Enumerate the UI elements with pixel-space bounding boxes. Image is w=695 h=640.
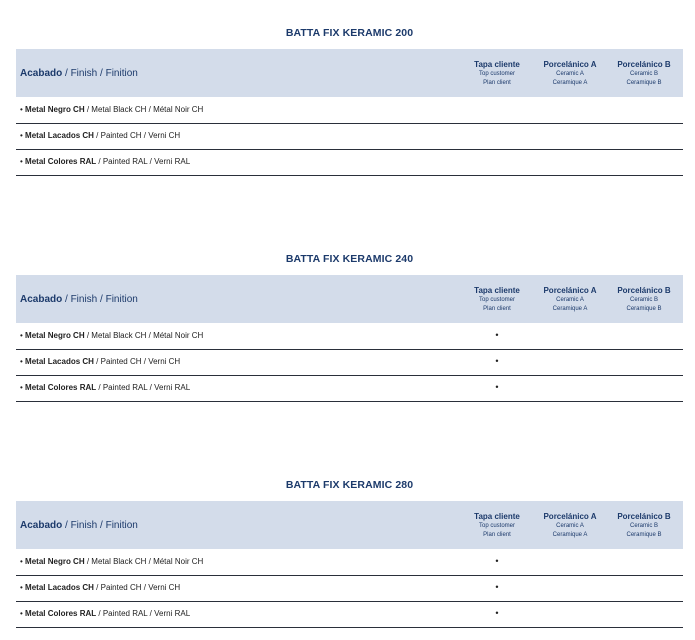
finish-name-bold: Metal Negro CH	[25, 331, 85, 340]
availability-mark: •	[495, 582, 499, 592]
finish-header-label	[20, 294, 138, 305]
column-header	[530, 286, 610, 314]
finish-label	[20, 383, 190, 392]
finish-name-rest: / Painted CH / Verni CH	[93, 583, 181, 592]
column-header-sub1: Ceramic A	[556, 523, 584, 529]
column-header-sub2: Ceramique A	[552, 532, 588, 538]
bullet: •	[20, 105, 23, 114]
finish-header-rest: / Finish / Finition	[62, 68, 138, 79]
column-header	[457, 286, 537, 314]
section-title: BATTA FIX KERAMIC 280	[285, 479, 414, 491]
column-header-main: Tapa cliente	[474, 286, 520, 295]
finish-name-rest: / Painted RAL / Verni RAL	[96, 157, 191, 166]
column-header-sub2: Plan client	[483, 532, 511, 538]
section-title: BATTA FIX KERAMIC 240	[285, 253, 414, 265]
column-header-sub1: Top customer	[478, 523, 515, 529]
bullet: •	[20, 609, 23, 618]
table-row	[16, 375, 683, 402]
column-header-sub2: Ceramique A	[552, 80, 588, 86]
column-header-sub2: Ceramique A	[552, 306, 588, 312]
table-row	[16, 323, 683, 350]
section-title: BATTA FIX KERAMIC 200	[285, 27, 414, 39]
table-row	[16, 349, 683, 376]
column-header-main: Porcelánico A	[543, 60, 597, 69]
column-header-main: Porcelánico A	[543, 512, 597, 521]
finish-name-rest: / Painted CH / Verni CH	[93, 357, 181, 366]
finish-label	[20, 105, 203, 114]
finish-name-rest: / Metal Black CH / Métal Noir CH	[84, 557, 204, 566]
finish-name-rest: / Metal Black CH / Métal Noir CH	[84, 331, 204, 340]
finish-name-rest: / Painted CH / Verni CH	[93, 131, 181, 140]
finish-name-bold: Metal Colores RAL	[25, 383, 97, 392]
availability-mark: •	[495, 556, 499, 566]
column-header-sub1: Top customer	[478, 297, 515, 303]
finish-label	[20, 583, 180, 592]
finish-name-bold: Metal Colores RAL	[25, 609, 97, 618]
bullet: •	[20, 357, 23, 366]
column-header-sub2: Plan client	[483, 306, 511, 312]
finish-name-bold: Metal Colores RAL	[25, 157, 97, 166]
finish-name-rest: / Painted RAL / Verni RAL	[96, 383, 191, 392]
bullet: •	[20, 157, 23, 166]
column-header-sub2: Ceramique B	[626, 532, 662, 538]
availability-mark: •	[495, 330, 499, 340]
column-header-sub1: Ceramic B	[629, 71, 658, 77]
finish-name-bold: Metal Negro CH	[25, 557, 85, 566]
bullet: •	[20, 131, 23, 140]
column-header	[457, 512, 537, 540]
finish-header-label	[20, 520, 138, 531]
availability-mark: •	[495, 608, 499, 618]
column-header-sub1: Ceramic B	[629, 297, 658, 303]
finish-label	[20, 131, 180, 140]
column-header	[530, 512, 610, 540]
table-header	[16, 501, 683, 549]
finish-label	[20, 609, 190, 618]
finish-name-rest: / Painted RAL / Verni RAL	[96, 609, 191, 618]
finish-header-bold: Acabado	[20, 520, 63, 531]
column-header-sub1: Ceramic B	[629, 523, 658, 529]
bullet: •	[20, 383, 23, 392]
finish-name-bold: Metal Negro CH	[25, 105, 85, 114]
finish-label	[20, 357, 180, 366]
table-row	[16, 149, 683, 176]
table-row	[16, 575, 683, 602]
table-row	[16, 601, 683, 628]
finish-name-bold: Metal Lacados CH	[25, 583, 94, 592]
column-header-sub2: Plan client	[483, 80, 511, 86]
finish-header-rest: / Finish / Finition	[62, 520, 138, 531]
column-header-sub1: Top customer	[478, 71, 515, 77]
column-header-main: Porcelánico B	[617, 286, 671, 295]
column-header-main: Porcelánico B	[617, 60, 671, 69]
column-header	[530, 60, 610, 88]
availability-mark: •	[495, 382, 499, 392]
finish-header-bold: Acabado	[20, 294, 63, 305]
bullet: •	[20, 331, 23, 340]
finish-label	[20, 157, 190, 166]
column-header-main: Porcelánico B	[617, 512, 671, 521]
table-row	[16, 123, 683, 150]
column-header	[604, 512, 684, 540]
finish-label	[20, 557, 203, 566]
column-header-main: Porcelánico A	[543, 286, 597, 295]
table-row	[16, 97, 683, 124]
finish-name-bold: Metal Lacados CH	[25, 131, 94, 140]
bullet: •	[20, 583, 23, 592]
availability-mark: •	[495, 356, 499, 366]
column-header-sub1: Ceramic A	[556, 297, 584, 303]
finish-header-rest: / Finish / Finition	[62, 294, 138, 305]
finish-label	[20, 331, 203, 340]
table-header	[16, 275, 683, 323]
column-header-main: Tapa cliente	[474, 60, 520, 69]
column-header	[604, 60, 684, 88]
column-header	[604, 286, 684, 314]
bullet: •	[20, 557, 23, 566]
table-header	[16, 49, 683, 97]
finish-header-bold: Acabado	[20, 68, 63, 79]
column-header-sub1: Ceramic A	[556, 71, 584, 77]
finish-name-rest: / Metal Black CH / Métal Noir CH	[84, 105, 204, 114]
column-header-sub2: Ceramique B	[626, 306, 662, 312]
finish-header-label	[20, 68, 138, 79]
column-header-main: Tapa cliente	[474, 512, 520, 521]
column-header	[457, 60, 537, 88]
finish-name-bold: Metal Lacados CH	[25, 357, 94, 366]
column-header-sub2: Ceramique B	[626, 80, 662, 86]
table-row	[16, 549, 683, 576]
